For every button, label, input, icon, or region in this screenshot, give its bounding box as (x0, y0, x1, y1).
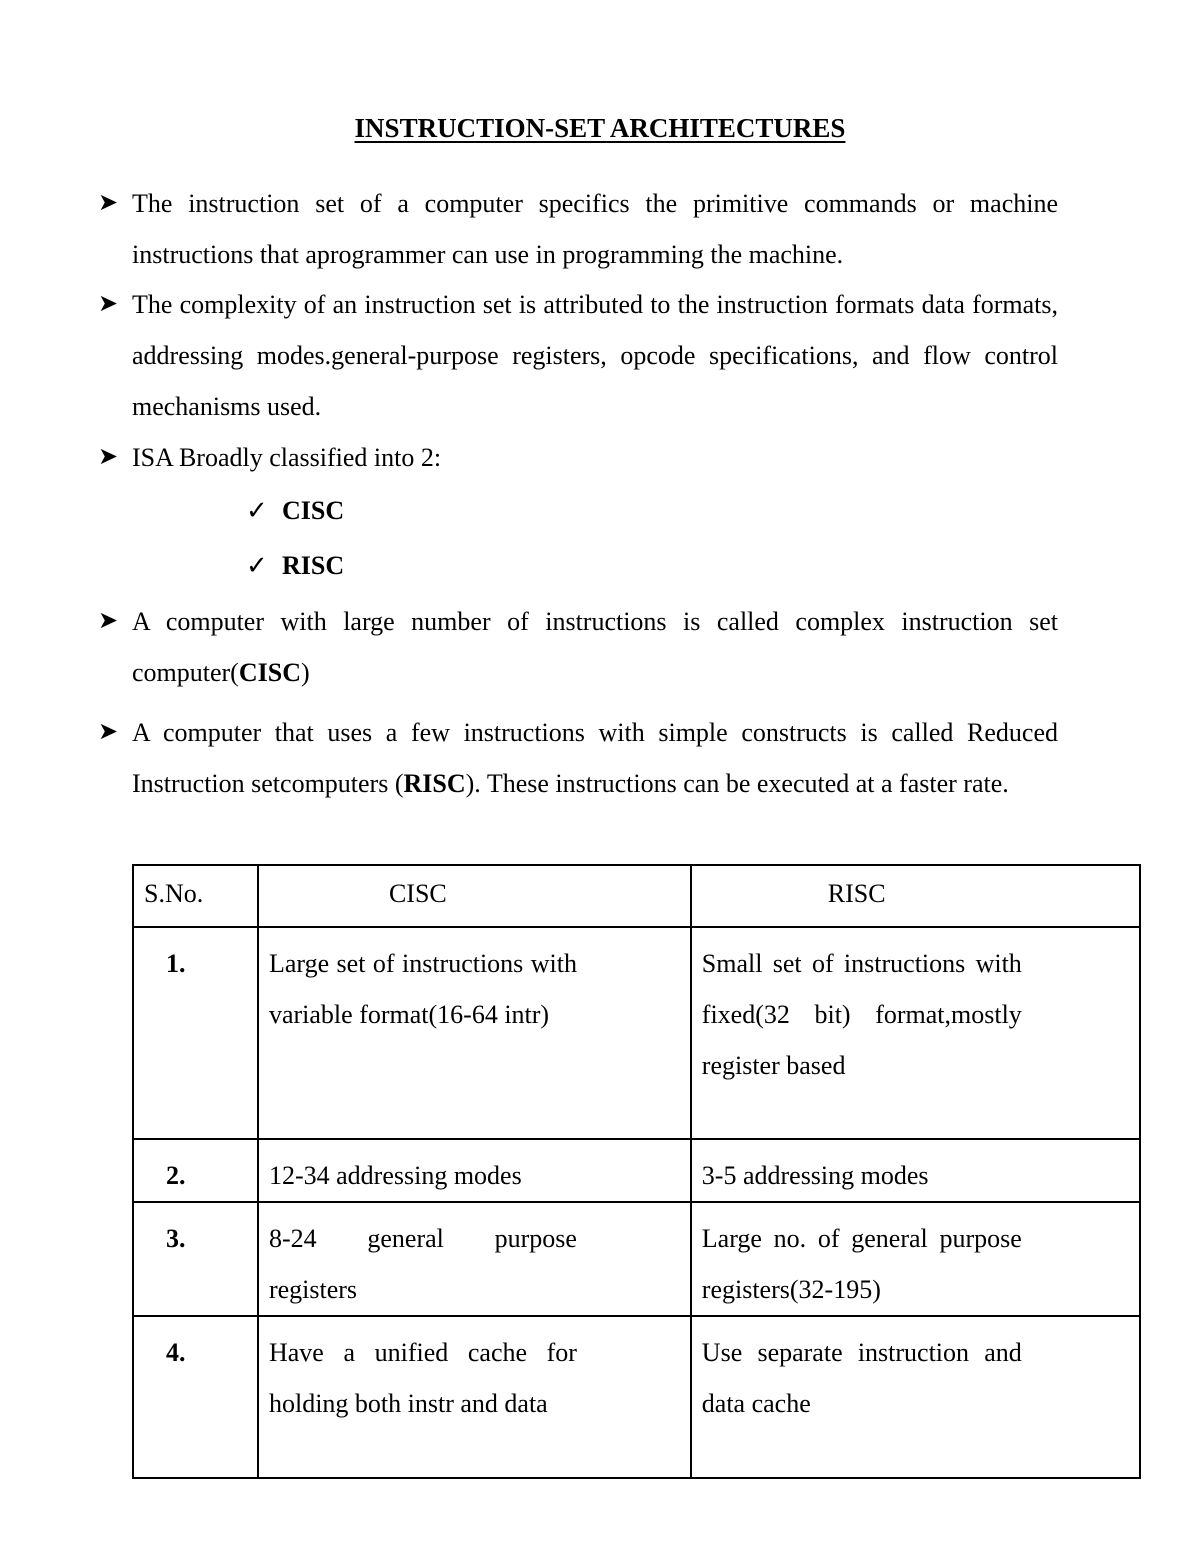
cisc-value: 12-34 addressing modes (268, 1161, 522, 1190)
bullet-text: ISA Broadly classified into 2: (132, 443, 442, 472)
cisc-value: Large set of instructions with variable format(16-64 intr) (268, 949, 577, 1029)
cell-risc (691, 1202, 1140, 1316)
bullet-text (132, 596, 1058, 698)
arrow-bullet-icon: ➤ (98, 444, 119, 470)
cisc-value: 8-24 general purpose registers (268, 1224, 577, 1304)
arrow-bullet-icon: ➤ (98, 190, 119, 216)
cell-sno (133, 1202, 258, 1316)
table-row (133, 927, 1140, 1139)
isa-type-cisc (246, 491, 344, 531)
risc-def-bold: RISC (403, 769, 466, 798)
arrow-bullet-icon: ➤ (98, 608, 119, 634)
bullet-text: The complexity of an instruction set is attributed to the instruction formats data formats, addressing modes.general-purpose registers, opcode specifications, and flow control mechanisms used. (132, 290, 1058, 421)
arrow-bullet-icon: ➤ (98, 719, 119, 745)
check-icon: ✓ (246, 551, 268, 580)
risc-value: Large no. of general purpose registers(32-195) (701, 1224, 1022, 1304)
bullet-cisc-definition (98, 596, 1058, 698)
risc-value: Small set of instructions with fixed(32 bit) format,mostly register based (701, 949, 1022, 1080)
cisc-value: Have a unified cache for holding both instr and data (268, 1338, 577, 1418)
cell-cisc (258, 1139, 691, 1202)
cell-sno (133, 1316, 258, 1478)
risc-value: 3-5 addressing modes (701, 1161, 929, 1190)
sno-value: 2. (166, 1161, 186, 1190)
bullet-instruction-set (98, 178, 1058, 280)
cell-risc (691, 927, 1140, 1139)
cell-sno (133, 1139, 258, 1202)
cell-cisc (258, 927, 691, 1139)
cell-cisc (258, 1202, 691, 1316)
header-sno: S.No. (133, 865, 258, 927)
header-risc: RISC (691, 865, 1140, 927)
header-cisc: CISC (258, 865, 691, 927)
bullet-complexity (98, 279, 1058, 432)
table-row (133, 1316, 1140, 1478)
bullet-risc-definition (98, 707, 1058, 809)
sno-value: 3. (166, 1224, 186, 1253)
cell-risc (691, 1316, 1140, 1478)
cell-cisc (258, 1316, 691, 1478)
risc-value: Use separate instruction and data cache (701, 1338, 1022, 1418)
risc-def-text: A computer that uses a few instructions with simple constructs is called Reduced Instruction setcomputers ( (132, 718, 1058, 798)
table-row (133, 1202, 1140, 1316)
cisc-def-suffix: ) (300, 658, 310, 687)
table-header-row (133, 865, 1140, 927)
cisc-def-text: A computer with large number of instructions is called complex instruction set computer( (132, 607, 1058, 687)
risc-def-suffix: ). These instructions can be executed at a faster rate. (465, 769, 1009, 798)
cell-sno (133, 927, 258, 1139)
check-icon: ✓ (246, 496, 268, 525)
sno-value: 4. (166, 1338, 186, 1367)
bullet-text (132, 707, 1058, 809)
table-row (133, 1139, 1140, 1202)
bullet-isa-classification (98, 432, 1058, 483)
isa-type-label: RISC (282, 551, 345, 580)
bullet-text: The instruction set of a computer specifics the primitive commands or machine instructions that aprogrammer can use in programming the machine. (132, 189, 1058, 269)
arrow-bullet-icon: ➤ (98, 291, 119, 317)
page-title: INSTRUCTION-SET ARCHITECTURES (354, 113, 846, 143)
isa-type-label: CISC (282, 496, 345, 525)
sno-value: 1. (166, 949, 186, 978)
cisc-risc-comparison-table (132, 864, 1141, 1479)
cisc-def-bold: CISC (238, 658, 301, 687)
cell-risc (691, 1139, 1140, 1202)
isa-type-risc (246, 546, 344, 586)
